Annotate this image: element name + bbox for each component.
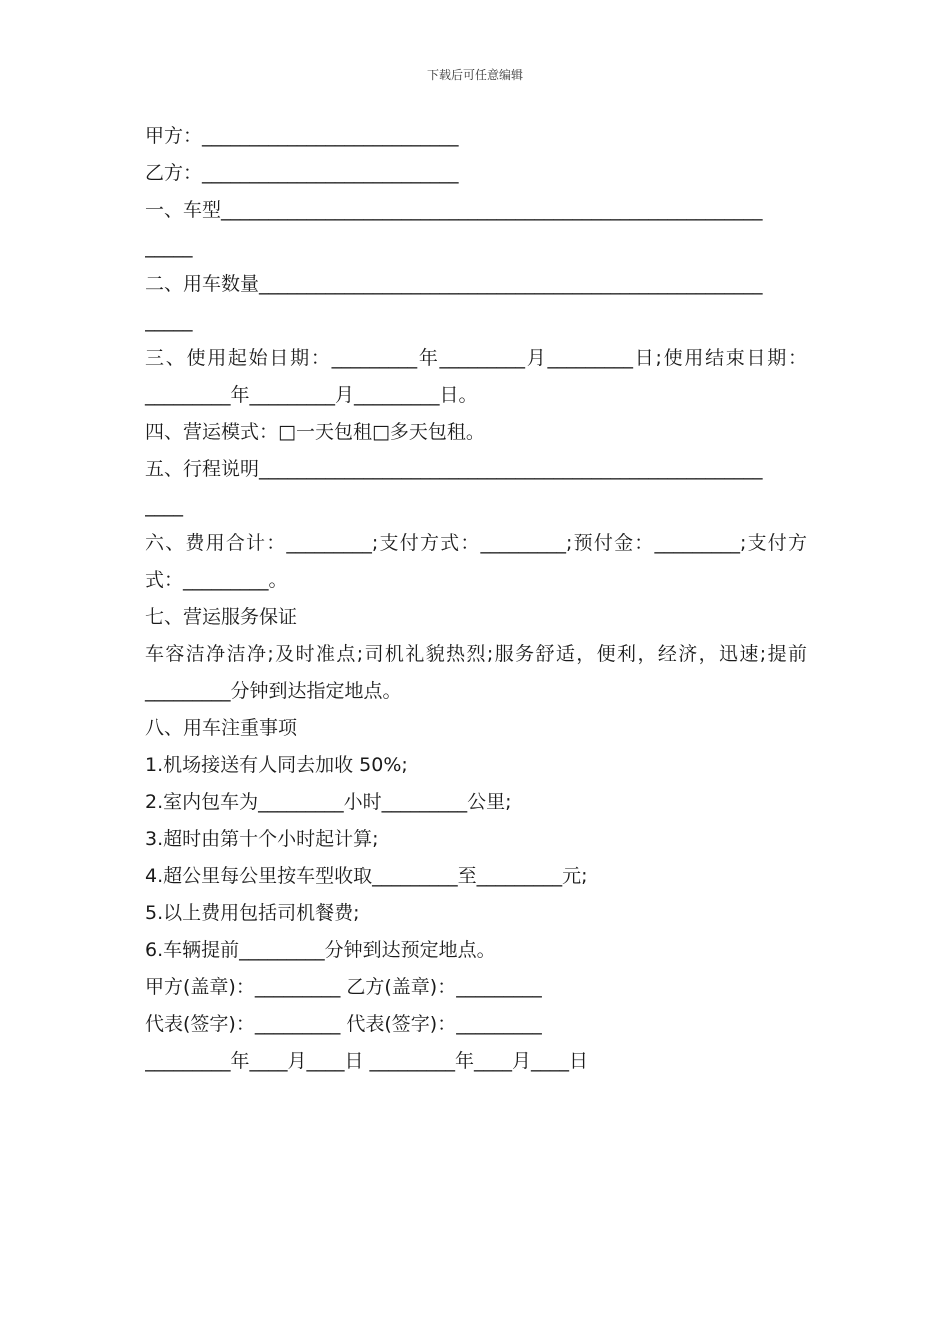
item-2-continuation: _____ — [145, 310, 193, 332]
seal-line: 甲方(盖章)：_________ 乙方(盖章)：_________ — [145, 976, 542, 998]
party-a-line: 甲方：___________________________ — [145, 125, 459, 147]
note-2: 2.室内包车为_________小时_________公里; — [145, 791, 512, 813]
page-header-note: 下载后可任意编辑 — [426, 68, 523, 82]
item-3-usage-dates: 三、使用起始日期：_________年_________月_________日;使用结束日期：_________年_________月_________日。 — [145, 347, 807, 406]
item-7-title: 七、营运服务保证 — [145, 606, 298, 628]
item-1-vehicle-type: 一、车型_________________________________________________________ — [145, 199, 763, 221]
item-5-itinerary: 五、行程说明_____________________________________________________ — [145, 458, 763, 480]
note-4: 4.超公里每公里按车型收取_________至_________元; — [145, 865, 588, 887]
party-b-line: 乙方：___________________________ — [145, 162, 459, 184]
item-5-continuation: ____ — [145, 495, 183, 517]
note-5: 5.以上费用包括司机餐费; — [145, 902, 360, 924]
item-2-vehicle-count: 二、用车数量_____________________________________________________ — [145, 273, 763, 295]
item-1-continuation: _____ — [145, 236, 193, 258]
note-1: 1.机场接送有人同去加收 50%; — [145, 754, 408, 776]
contract-body — [145, 118, 807, 1080]
item-6-fees: 六、费用合计：_________;支付方式：_________;预付金：_________;支付方式：_________。 — [145, 532, 807, 591]
item-7-body: 车容洁净洁净;及时准点;司机礼貌热烈;服务舒适，便利，经济，迅速;提前_________分钟到达指定地点。 — [145, 643, 807, 702]
note-6: 6.车辆提前_________分钟到达预定地点。 — [145, 939, 496, 961]
item-8-title: 八、用车注重事项 — [145, 717, 298, 739]
date-line: _________年____月____日 _________年____月____日 — [145, 1050, 589, 1072]
signature-line: 代表(签字)：_________ 代表(签字)：_________ — [145, 1013, 542, 1035]
item-4-operation-mode: 四、营运模式：□一天包租□多天包租。 — [145, 421, 485, 443]
note-3: 3.超时由第十个小时起计算; — [145, 828, 379, 850]
